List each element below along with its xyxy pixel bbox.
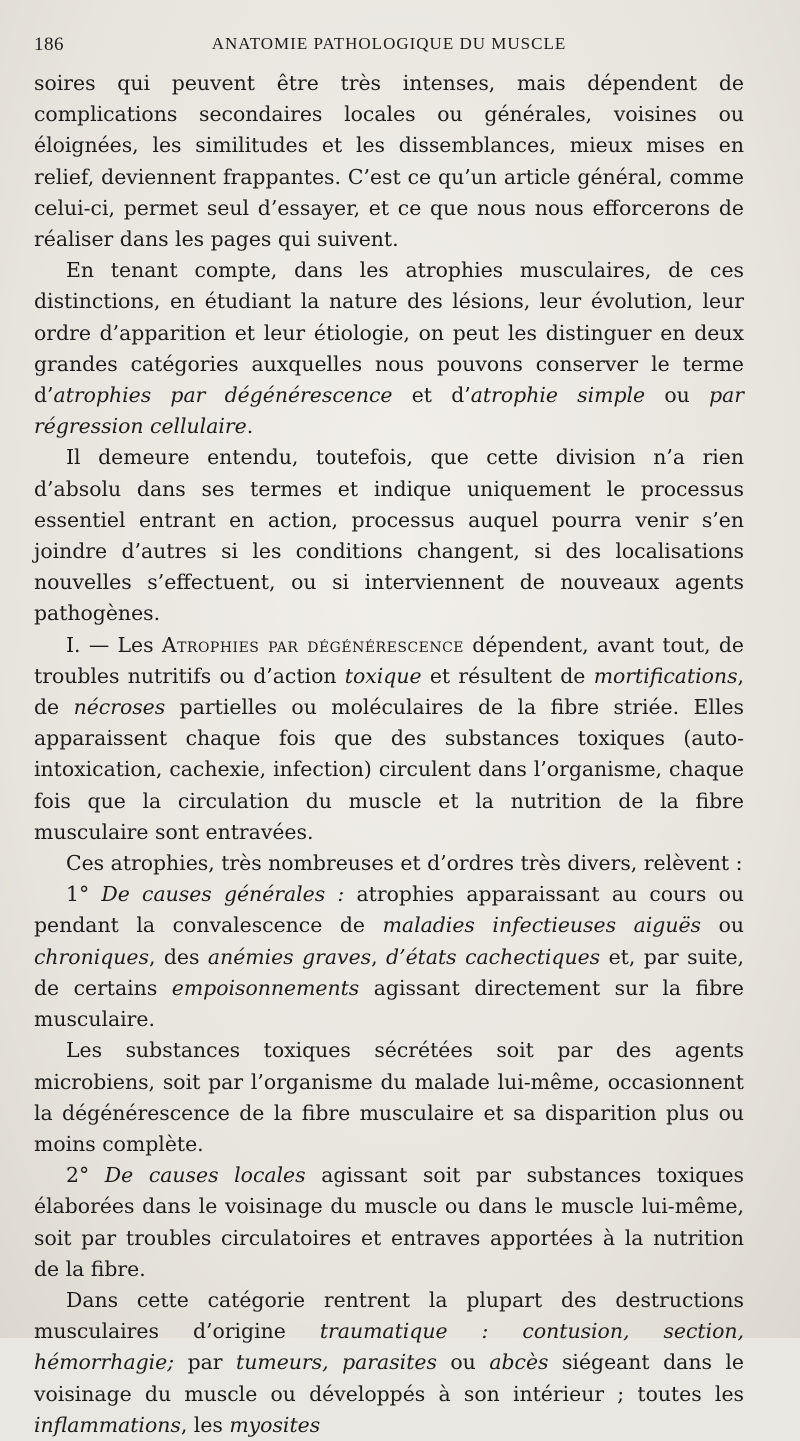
text-span: ou xyxy=(436,1350,490,1375)
italic-span: inflammations xyxy=(34,1412,181,1437)
text-span: partielles ou moléculaires de la fibre striée. Elles apparaissent chaque fois que des substances toxiques (auto-intoxication, cachexie, infection) circulent dans l’organisme, chaque fois que la circulation du muscle et la nutrition de la fibre musculaire sont entravées. xyxy=(34,695,744,844)
text-span: , de xyxy=(34,663,745,720)
italic-span: atrophies par dégénérescence xyxy=(53,383,393,408)
text-span: soires qui peuvent être très intenses, mais dépendent de complications secondaires locales ou générales, voisines ou éloignées, les similitudes et les dissemblances, mieux mises en relief, deviennent frappantes. C’est ce qu’un article général, comme celui-ci, permet seul d’essayer, et ce que nous nous efforcerons de réaliser dans les pages qui suivent. xyxy=(34,71,744,252)
text-span: Il demeure entendu, toutefois, que cette division n’a rien d’absolu dans ses termes et indique uniquement le processus essentiel entrant en action, processus auquel pourra venir s’en joindre d’autres si les conditions changent, si des localisations nouvelles s’effectuent, ou si interviennent de nouveaux agents pathogènes. xyxy=(34,445,744,626)
italic-span: atrophie simple xyxy=(470,383,646,408)
text-span: dépendent, avant tout, de troubles nutritifs ou d’action xyxy=(34,632,744,688)
italic-span: par régression cellulaire xyxy=(34,383,745,439)
italic-span: mortifications xyxy=(593,663,738,688)
italic-span: chroniques xyxy=(34,944,149,969)
text-span: , des xyxy=(148,944,208,969)
italic-span: De causes locales xyxy=(104,1163,306,1188)
italic-span: anémies graves xyxy=(207,944,372,969)
small-caps-span: Atrophies par dégénérescence xyxy=(161,632,465,657)
running-title: ANATOMIE PATHOLOGIQUE DU MUSCLE xyxy=(211,34,567,53)
paragraph-p3 xyxy=(34,442,744,629)
text-span: Les substances toxiques sécrétées soit par des agents microbiens, soit par l’organisme du malade lui-même, occasionnent la dégénérescence de la fibre musculaire et sa disparition plus ou moins complète. xyxy=(34,1038,744,1156)
italic-span: empoisonnements xyxy=(171,975,360,1000)
text-span: , xyxy=(371,944,387,969)
text-span: En tenant compte, dans les atrophies musculaires, de ces distinctions, en étudiant la nature des lésions, leur évolution, leur ordre d’apparition et leur étiologie, on peut les distinguer en deux grandes catégories auxquelles nous pouvons conserver le terme d’ xyxy=(34,258,744,408)
text-span: agissant directement sur la fibre musculaire. xyxy=(34,975,744,1032)
text-span: agissant soit par substances toxiques élaborées dans le voisinage du muscle ou dans le muscle lui-même, soit par troubles circulatoires et entraves apportées à la nutrition de la fibre. xyxy=(34,1163,744,1281)
text-span: . xyxy=(246,414,254,439)
text-span: 1° xyxy=(66,882,102,907)
paragraph-p1 xyxy=(34,68,744,255)
italic-span: traumatique : contusion, section, hémorrhagie; xyxy=(34,1319,745,1375)
paragraph-p7 xyxy=(34,1035,744,1160)
italic-span: d’états cachectiques xyxy=(386,944,601,969)
text-span: et, par suite, de certains xyxy=(34,944,745,1000)
text-span: et d’ xyxy=(392,383,471,408)
italic-span: toxique xyxy=(344,663,422,688)
text-span: , les xyxy=(180,1412,230,1437)
italic-span: nécroses xyxy=(73,695,166,720)
page-header xyxy=(34,28,744,68)
page-number: 186 xyxy=(34,34,64,55)
paragraph-p2 xyxy=(34,255,744,442)
italic-span: De causes générales : xyxy=(101,882,345,907)
italic-span: myosites xyxy=(229,1412,321,1437)
text-span: par xyxy=(174,1350,237,1375)
italic-span: tumeurs, parasites xyxy=(236,1350,437,1375)
text-span: Ces atrophies, très nombreuses et d’ordres très divers, relèvent : xyxy=(66,851,743,876)
text-span: atrophies apparaissant au cours ou pendant la convalescence de xyxy=(34,882,744,938)
text-span: siégeant dans le voisinage du muscle ou développés à son intérieur ; toutes les xyxy=(34,1350,744,1406)
text-span: et résultent de xyxy=(421,663,594,688)
paragraph-p8 xyxy=(34,1160,744,1285)
text-span: 2° xyxy=(66,1163,105,1188)
paragraph-p5 xyxy=(34,848,744,879)
text-span: ou xyxy=(645,383,710,408)
italic-span: abcès xyxy=(489,1350,549,1375)
paragraph-p6 xyxy=(34,879,744,1035)
text-span: ou xyxy=(701,913,745,938)
paragraph-p9 xyxy=(34,1285,744,1441)
italic-span: maladies infectieuses aiguës xyxy=(382,913,702,938)
text-span: Dans cette catégorie rentrent la plupart des destructions musculaires d’origine xyxy=(34,1287,744,1344)
text-span: I. — Les xyxy=(66,632,162,657)
paragraph-p4 xyxy=(34,630,744,848)
body-text xyxy=(34,68,744,1441)
